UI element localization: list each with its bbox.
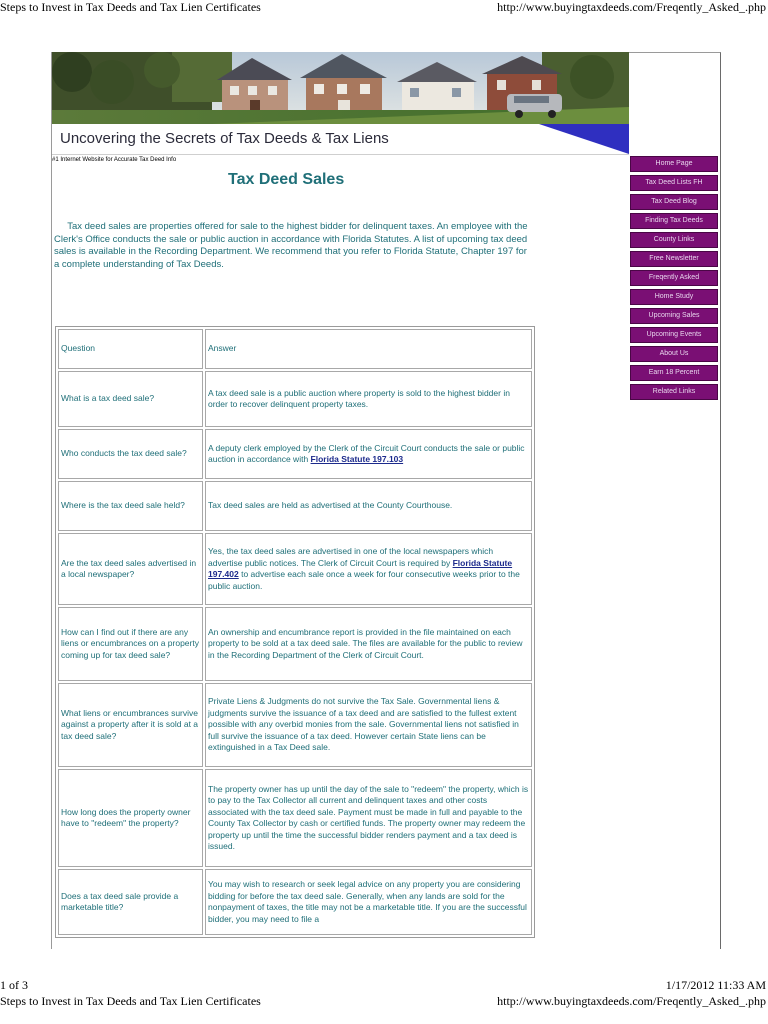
- menu-item-tax-deed-blog[interactable]: Tax Deed Blog: [630, 194, 718, 210]
- menu-item-home-page[interactable]: Home Page: [630, 156, 718, 172]
- faq-answer: [205, 533, 532, 605]
- table-row: [58, 607, 532, 681]
- faq-answer-text: A deputy clerk employed by the Clerk of the Circuit Court conducts the sale or public auction in accordance with: [208, 442, 525, 464]
- faq-answer: You may wish to research or seek legal advice on any property you are considering bidding for before the tax deed sale. Generally, when any lands are sold for the nonpayment of taxes, the title may not be a marketable title. If you are the successful bidder, you may need to file a: [205, 869, 532, 935]
- intro-paragraph-text: Tax deed sales are properties offered for sale to the highest bidder for delinquent taxes. An employee with the Clerk's Office conducts the sale or public auction in accordance with Florida Statutes. A list of upcoming tax deed sales is available in the Recording Department. We recommend that you refer to Florida Statute, Chapter 197 for a complete understanding of Tax Deeds.: [54, 221, 528, 270]
- side-menu: [630, 156, 718, 403]
- menu-item-finding-tax-deeds[interactable]: Finding Tax Deeds: [630, 213, 718, 229]
- faq-answer: The property owner has up until the day of the sale to "redeem" the property, which is to pay to the Tax Collector all current and delinquent taxes and other costs associated with the tax deed sale. Payment must be made in full and payable to the County Tax Collector by cash or certified funds. The property owner may redeem the property up until the time the successful bidder renders payment and a tax deed is issued.: [205, 769, 532, 867]
- faq-answer: An ownership and encumbrance report is provided in the file maintained on each property to be sold at a tax deed sale. The files are available for the public to review in the Recording Department of the Clerk of Circuit Court.: [205, 607, 532, 681]
- banner-image: [52, 52, 629, 124]
- print-header-title-repeat: Steps to Invest in Tax Deeds and Tax Lien Certificates: [0, 994, 261, 1008]
- faq-header-row: [58, 329, 532, 369]
- faq-column-answer: Answer: [205, 329, 532, 369]
- banner-wedge-decoration: [539, 124, 629, 154]
- faq-answer-text-cont: to advertise each sale once a week for four consecutive weeks prior to the public auction.: [208, 569, 520, 591]
- florida-statute-197-103-link[interactable]: Florida Statute 197.103: [310, 454, 404, 464]
- faq-answer: [205, 429, 532, 479]
- table-row: [58, 769, 532, 867]
- print-footer-page: 1 of 3: [0, 978, 28, 992]
- faq-question: Does a tax deed sale provide a marketable title?: [58, 869, 203, 935]
- faq-answer: Tax deed sales are held as advertised at the County Courthouse.: [205, 481, 532, 531]
- faq-question: What liens or encumbrances survive against a property after it is sold at a tax deed sale?: [58, 683, 203, 767]
- print-header-url-repeat: http://www.buyingtaxdeeds.com/Freqently_Asked_.php: [497, 994, 766, 1008]
- print-header-title: Steps to Invest in Tax Deeds and Tax Lien Certificates: [0, 0, 261, 14]
- menu-item-county-links[interactable]: County Links: [630, 232, 718, 248]
- intro-text: [54, 221, 534, 271]
- tagline-bar: [52, 124, 629, 155]
- page-title: Tax Deed Sales: [228, 171, 345, 188]
- faq-question: How can I find out if there are any liens or encumbrances on a property coming up for tax deed sale?: [58, 607, 203, 681]
- table-row: [58, 683, 532, 767]
- faq-column-question: Question: [58, 329, 203, 369]
- faq-answer: A tax deed sale is a public auction where property is sold to the highest bidder in order to recover delinquent property taxes.: [205, 371, 532, 427]
- faq-question: Who conducts the tax deed sale?: [58, 429, 203, 479]
- print-header-url: http://www.buyingtaxdeeds.com/Freqently_Asked_.php: [497, 0, 766, 14]
- faq-answer-text: Yes, the tax deed sales are advertised in one of the local newspapers which advertise public notices. The Clerk of Circuit Court is required by: [208, 546, 494, 568]
- print-footer-datetime: 1/17/2012 11:33 AM: [665, 978, 766, 992]
- site-subtitle: #1 Internet Website for Accurate Tax Deed Info: [52, 157, 177, 163]
- faq-question: What is a tax deed sale?: [58, 371, 203, 427]
- faq-question: How long does the property owner have to "redeem" the property?: [58, 769, 203, 867]
- menu-item-related-links[interactable]: Related Links: [630, 384, 718, 400]
- menu-item-about-us[interactable]: About Us: [630, 346, 718, 362]
- site-tagline: Uncovering the Secrets of Tax Deeds & Tax Liens: [60, 130, 389, 147]
- menu-item-earn-18-percent[interactable]: Earn 18 Percent: [630, 365, 718, 381]
- menu-item-upcoming-sales[interactable]: Upcoming Sales: [630, 308, 718, 324]
- faq-question: Where is the tax deed sale held?: [58, 481, 203, 531]
- table-row: [58, 533, 532, 605]
- menu-item-tax-deed-lists[interactable]: Tax Deed Lists FH: [630, 175, 718, 191]
- table-row: [58, 869, 532, 935]
- faq-question: Are the tax deed sales advertised in a local newspaper?: [58, 533, 203, 605]
- menu-item-frequently-asked[interactable]: Freqently Asked: [630, 270, 718, 286]
- menu-item-free-newsletter[interactable]: Free Newsletter: [630, 251, 718, 267]
- houses-photo: [52, 52, 629, 124]
- faq-table: [55, 326, 535, 938]
- table-row: [58, 481, 532, 531]
- table-row: [58, 371, 532, 427]
- faq-answer: Private Liens & Judgments do not survive the Tax Sale. Governmental liens & judgments survive the issuance of a tax deed and are satisfied to the fullest extent possible with any overbid monies from the sale. Governmental liens not satisfied in full survive the issuance of a tax deed. However certain State liens can be extinguished in a Tax Deed sale.: [205, 683, 532, 767]
- menu-item-home-study[interactable]: Home Study: [630, 289, 718, 305]
- menu-item-upcoming-events[interactable]: Upcoming Events: [630, 327, 718, 343]
- florida-statute-197-402-link[interactable]: Florida Statute 197.402: [208, 557, 513, 579]
- table-row: [58, 429, 532, 479]
- intro-paragraph: [54, 221, 534, 271]
